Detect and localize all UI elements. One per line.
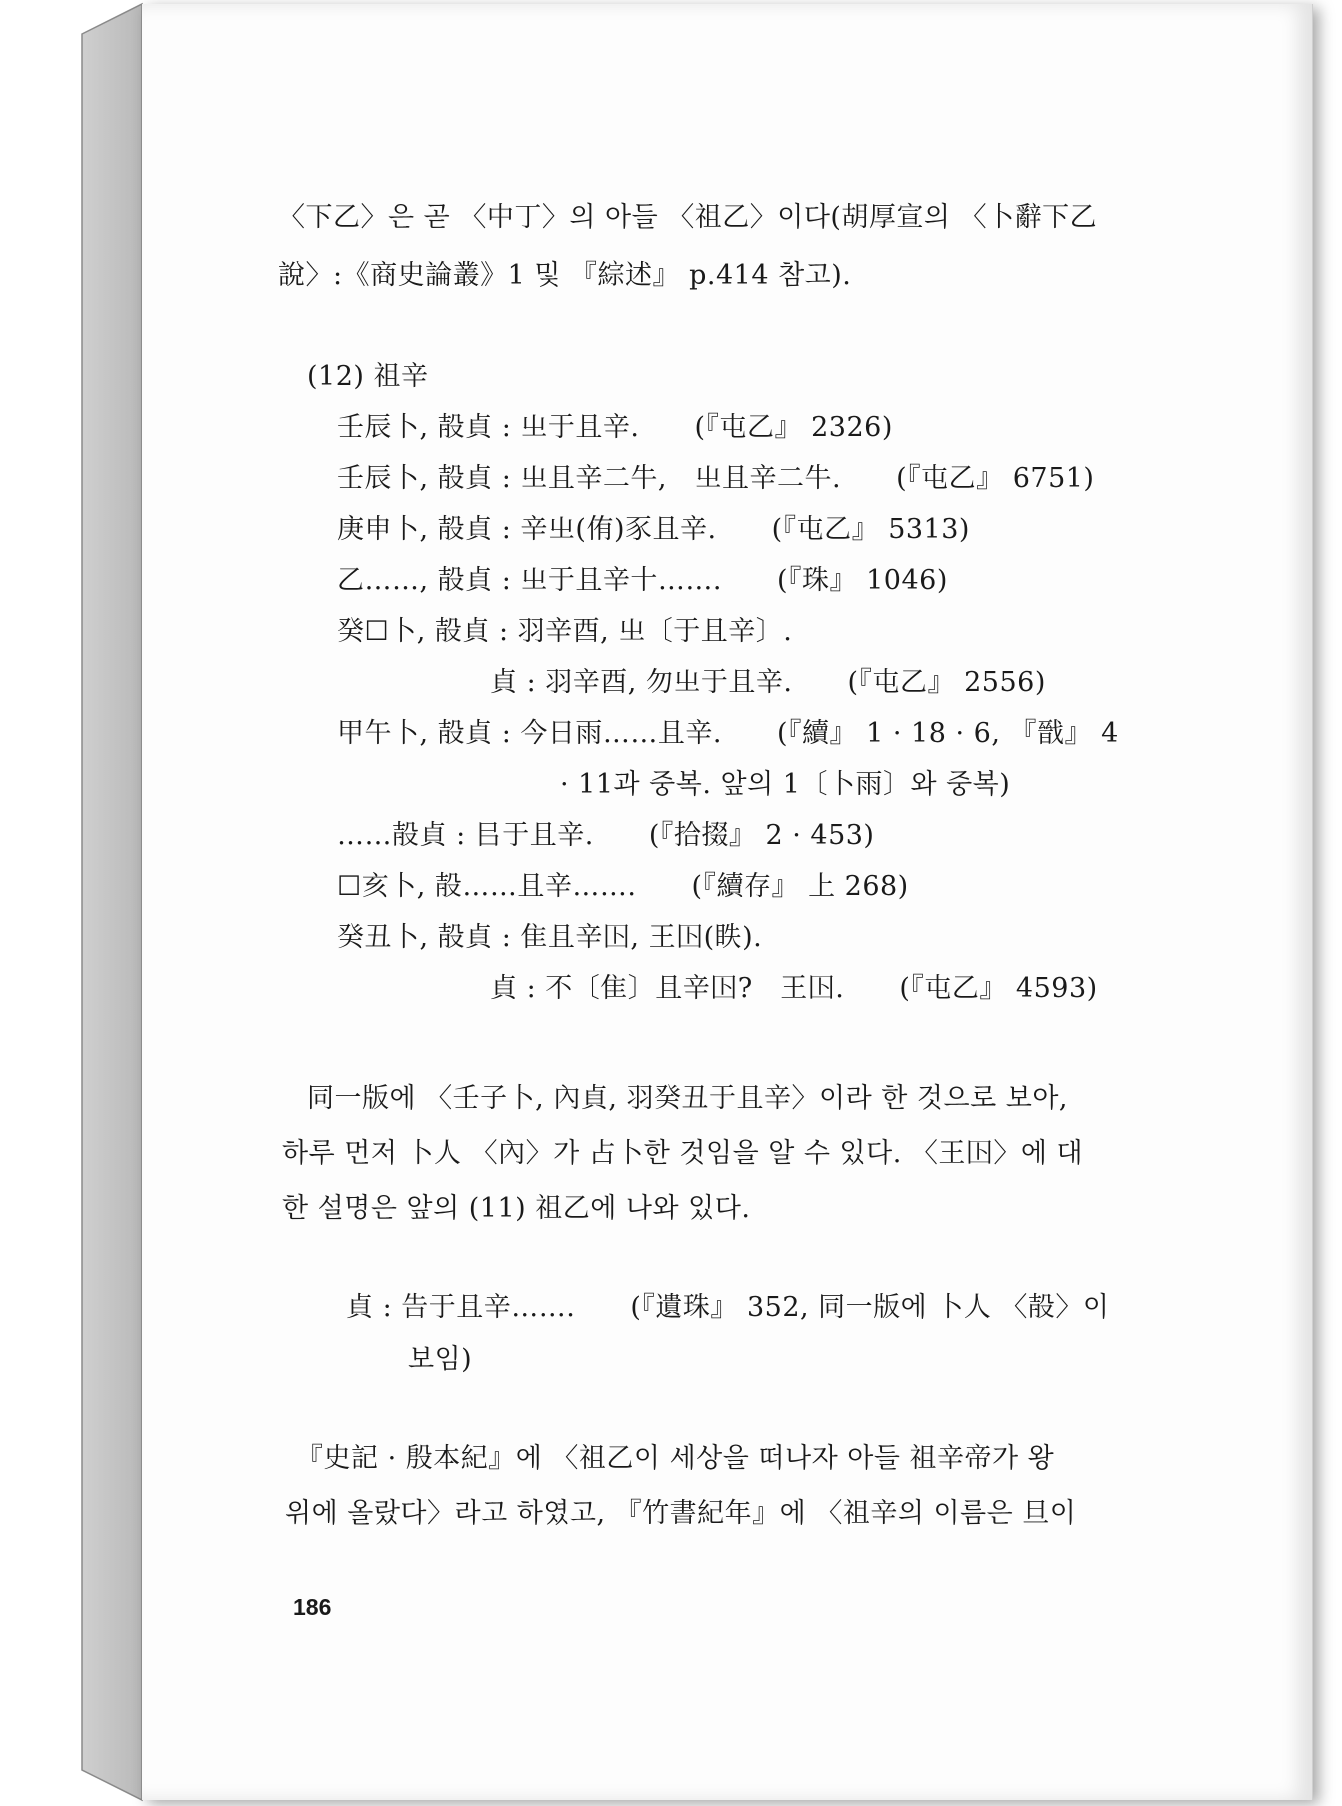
body-line: 『史記 · 殷本紀』에 〈祖乙이 세상을 떠나자 아들 祖辛帝가 왕 — [296, 1443, 1055, 1474]
inscription-line: 보임) — [408, 1344, 473, 1375]
body-line: 하루 먼저 卜人 〈內〉가 占卜한 것임을 알 수 있다. 〈王𡆥〉에 대 — [282, 1138, 1084, 1169]
body-line: 위에 올랐다〉라고 하였고, 『竹書紀年』에 〈祖辛의 이름은 旦이 — [285, 1498, 1077, 1529]
inscription-line: 壬辰卜, 㱿貞 : 㞢于且辛. (『屯乙』 2326) — [337, 412, 893, 443]
inscription-line: 癸☐卜, 㱿貞 : 羽辛酉, 㞢〔于且辛〕. — [337, 616, 793, 647]
inscription-line: 貞 : 羽辛酉, 勿㞢于且辛. (『屯乙』 2556) — [490, 667, 1046, 698]
body-line: 〈下乙〉은 곧 〈中丁〉의 아들 〈祖乙〉이다(胡厚宣의 〈卜辭下乙 — [278, 202, 1098, 233]
body-line: 한 설명은 앞의 (11) 祖乙에 나와 있다. — [282, 1193, 751, 1224]
inscription-line: 癸丑卜, 㱿貞 : 隹且辛𡆥, 王𡆥(眣). — [337, 922, 763, 953]
section-heading: (12) 祖辛 — [307, 361, 429, 392]
body-line: 說〉:《商史論叢》1 및 『綜述』 p.414 참고). — [278, 260, 852, 291]
page-number: 186 — [293, 1594, 332, 1620]
inscription-line: · 11과 중복. 앞의 1〔卜雨〕와 중복) — [560, 769, 1011, 800]
inscription-line: ☐亥卜, 㱿……且辛……. (『續存』 上 268) — [337, 871, 909, 902]
inscription-line: 壬辰卜, 㱿貞 : 㞢且辛二牛, 㞢且辛二牛. (『屯乙』 6751) — [337, 463, 1095, 494]
inscription-line: 甲午卜, 㱿貞 : 今日雨……且辛. (『續』 1 · 18 · 6, 『戩』 4 — [337, 718, 1119, 749]
body-line: 同一版에 〈壬子卜, 內貞, 羽癸丑于且辛〉이라 한 것으로 보아, — [307, 1083, 1068, 1114]
inscription-line: 庚申卜, 㱿貞 : 辛㞢(侑)豕且辛. (『屯乙』 5313) — [337, 514, 970, 545]
inscription-line: ……㱿貞 : 㠯于且辛. (『拾掇』 2 · 453) — [337, 820, 875, 851]
inscription-line: 乙……, 㱿貞 : 㞢于且辛十……. (『珠』 1046) — [337, 565, 948, 596]
book-edge — [0, 0, 150, 1806]
inscription-line: 貞 : 告于且辛……. (『遺珠』 352, 同一版에 卜人 〈㱿〉이 — [346, 1292, 1110, 1323]
inscription-line: 貞 : 不〔隹〕且辛𡆥? 王𡆥. (『屯乙』 4593) — [490, 973, 1098, 1004]
